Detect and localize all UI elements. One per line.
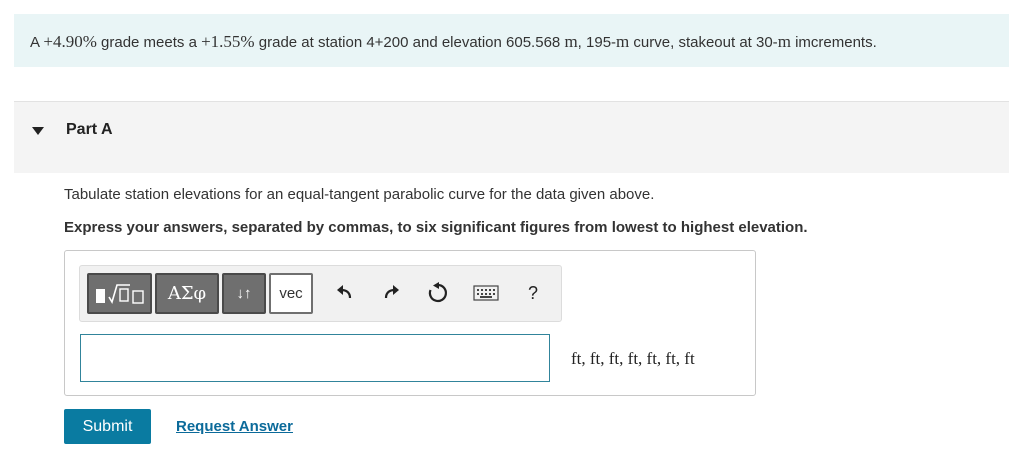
answer-area bbox=[64, 250, 756, 396]
problem-text-part: grade at station 4+200 and elevation 605.568 bbox=[254, 34, 565, 51]
request-answer-link[interactable]: Request Answer bbox=[176, 418, 293, 435]
greek-symbols-button[interactable]: ΑΣφ bbox=[155, 273, 219, 314]
templates-icon bbox=[92, 279, 148, 309]
unit-meter: m bbox=[564, 32, 578, 51]
redo-button[interactable] bbox=[376, 278, 406, 308]
redo-icon bbox=[381, 283, 401, 303]
part-header[interactable] bbox=[14, 101, 1009, 173]
submit-button[interactable]: Submit bbox=[64, 409, 151, 444]
problem-text-part: curve, stakeout at 30- bbox=[629, 34, 778, 51]
part-title: Part A bbox=[66, 121, 113, 138]
help-button[interactable]: ? bbox=[527, 282, 538, 303]
templates-button[interactable] bbox=[87, 273, 152, 314]
grade-1: +4.90% bbox=[43, 32, 97, 51]
answer-format-note: Express your answers, separated by commas, to six significant figures from lowest to highest elevation. bbox=[64, 219, 808, 236]
unit-meter: m bbox=[616, 32, 630, 51]
subscript-superscript-button[interactable]: ↓↑ bbox=[222, 273, 266, 314]
answer-units: ft, ft, ft, ft, ft, ft, ft bbox=[571, 349, 695, 368]
reset-icon bbox=[427, 282, 449, 304]
answer-input[interactable] bbox=[80, 334, 550, 382]
keyboard-icon bbox=[473, 285, 499, 301]
problem-text-part: imcrements. bbox=[790, 34, 877, 51]
vector-button[interactable]: vec bbox=[269, 273, 313, 314]
collapse-triangle-icon[interactable] bbox=[32, 125, 46, 137]
problem-text-part: A bbox=[30, 34, 44, 51]
problem-text bbox=[30, 32, 877, 52]
keyboard-button[interactable] bbox=[471, 278, 501, 308]
problem-text-part: , 195- bbox=[577, 34, 617, 51]
problem-text-part: grade meets a bbox=[96, 34, 202, 51]
grade-2: +1.55% bbox=[201, 32, 255, 51]
math-toolbar bbox=[79, 265, 562, 322]
reset-button[interactable] bbox=[423, 278, 453, 308]
unit-meter: m bbox=[777, 32, 791, 51]
undo-icon bbox=[335, 283, 355, 303]
undo-button[interactable] bbox=[330, 278, 360, 308]
problem-statement bbox=[14, 14, 1009, 67]
instructions: Tabulate station elevations for an equal-tangent parabolic curve for the data given above. bbox=[64, 186, 655, 203]
